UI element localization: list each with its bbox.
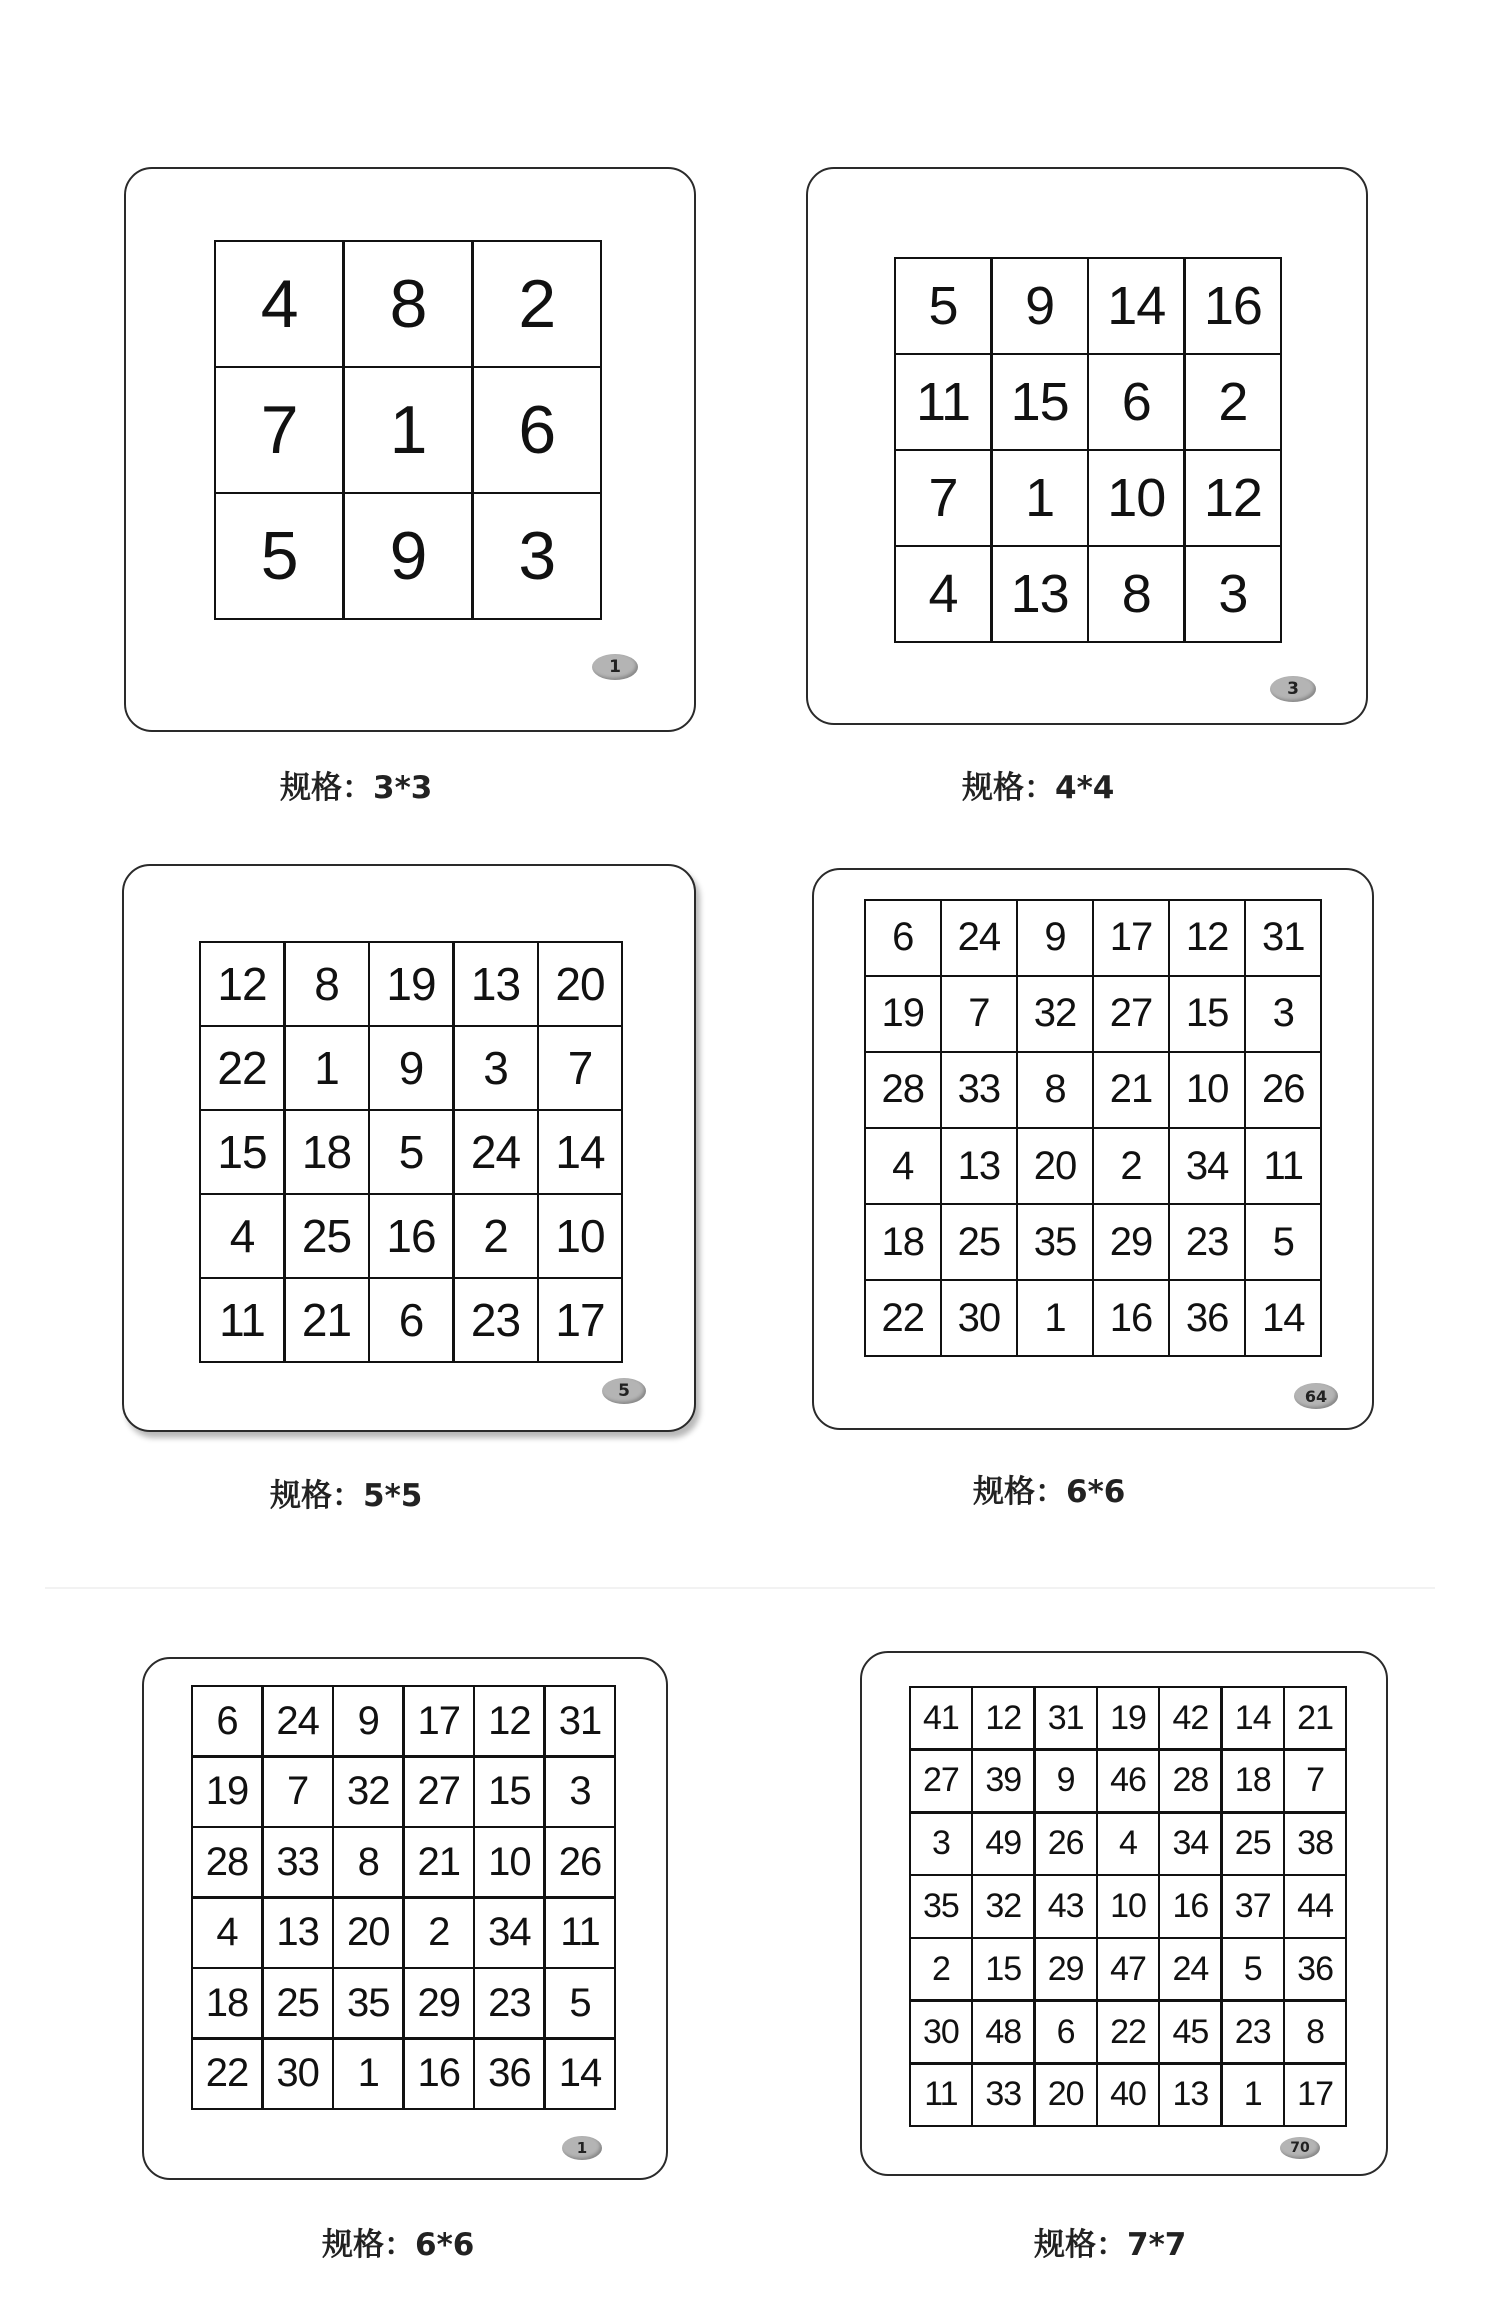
number-grid	[191, 1685, 616, 2110]
puzzle-spec-caption: 规格：7*7	[1034, 2227, 1187, 2263]
grid-cell: 22	[866, 1281, 940, 1355]
grid-cell: 24	[942, 901, 1016, 975]
grid-cell: 17	[1285, 2065, 1345, 2125]
puzzle-board-7x7	[860, 1651, 1388, 2176]
grid-cell: 9	[345, 494, 471, 618]
grid-cell: 21	[405, 1828, 473, 1896]
grid-cell: 12	[475, 1687, 543, 1755]
grid-cell: 12	[1170, 901, 1244, 975]
grid-cell: 8	[286, 943, 368, 1025]
grid-cell: 25	[942, 1205, 1016, 1279]
grid-cell: 33	[942, 1053, 1016, 1127]
grid-cell: 26	[1036, 1814, 1096, 1874]
grid-cell: 12	[973, 1688, 1033, 1748]
grid-cell: 19	[866, 977, 940, 1051]
grid-cell: 12	[201, 943, 283, 1025]
grid-cell: 27	[911, 1751, 971, 1811]
grid-cell: 24	[264, 1687, 332, 1755]
puzzle-board-6x6	[142, 1657, 668, 2180]
grid-cell: 19	[193, 1758, 261, 1826]
grid-cell: 1	[334, 2040, 402, 2108]
grid-cell: 31	[1246, 901, 1320, 975]
grid-cell: 10	[1089, 451, 1183, 545]
grid-cell: 13	[1160, 2065, 1220, 2125]
grid-cell: 12	[1186, 451, 1280, 545]
grid-cell: 26	[546, 1828, 614, 1896]
grid-cell: 18	[1223, 1751, 1283, 1811]
grid-cell: 15	[973, 1939, 1033, 1999]
grid-cell: 9	[1018, 901, 1092, 975]
grid-cell: 17	[1094, 901, 1168, 975]
grid-cell: 15	[201, 1111, 283, 1193]
grid-cell: 21	[1285, 1688, 1345, 1748]
grid-cell: 25	[286, 1195, 368, 1277]
puzzle-spec-caption: 规格：3*3	[280, 770, 433, 806]
puzzle-board-6x6	[812, 868, 1374, 1430]
grid-cell: 6	[866, 901, 940, 975]
grid-cell: 34	[1160, 1814, 1220, 1874]
grid-cell: 16	[1160, 1876, 1220, 1936]
grid-cell: 10	[1098, 1876, 1158, 1936]
grid-cell: 14	[539, 1111, 621, 1193]
grid-cell: 2	[1094, 1129, 1168, 1203]
grid-cell: 28	[866, 1053, 940, 1127]
grid-cell: 31	[546, 1687, 614, 1755]
grid-cell: 33	[264, 1828, 332, 1896]
puzzle-spec-caption: 规格：5*5	[270, 1478, 423, 1514]
grid-cell: 47	[1098, 1939, 1158, 1999]
board-number-badge: 1	[562, 2136, 602, 2160]
grid-cell: 3	[911, 1814, 971, 1874]
grid-cell: 35	[334, 1969, 402, 2037]
grid-cell: 10	[475, 1828, 543, 1896]
grid-cell: 23	[455, 1279, 537, 1361]
grid-cell: 5	[370, 1111, 452, 1193]
grid-cell: 4	[1098, 1814, 1158, 1874]
grid-cell: 20	[539, 943, 621, 1025]
grid-cell: 26	[1246, 1053, 1320, 1127]
grid-cell: 5	[1223, 1939, 1283, 1999]
grid-cell: 14	[1089, 259, 1183, 353]
grid-cell: 20	[1036, 2065, 1096, 2125]
grid-cell: 18	[193, 1969, 261, 2037]
grid-cell: 15	[475, 1758, 543, 1826]
grid-cell: 27	[405, 1758, 473, 1826]
grid-cell: 13	[264, 1899, 332, 1967]
grid-cell: 25	[264, 1969, 332, 2037]
grid-cell: 45	[1160, 2002, 1220, 2062]
grid-cell: 36	[1285, 1939, 1345, 1999]
grid-cell: 19	[1098, 1688, 1158, 1748]
grid-cell: 41	[911, 1688, 971, 1748]
grid-cell: 29	[1036, 1939, 1096, 1999]
puzzle-spec-caption: 规格：6*6	[322, 2227, 475, 2263]
grid-cell: 49	[973, 1814, 1033, 1874]
grid-cell: 10	[539, 1195, 621, 1277]
grid-cell: 20	[1018, 1129, 1092, 1203]
grid-cell: 37	[1223, 1876, 1283, 1936]
grid-cell: 15	[1170, 977, 1244, 1051]
grid-cell: 3	[1246, 977, 1320, 1051]
number-grid	[909, 1686, 1347, 2127]
grid-cell: 4	[201, 1195, 283, 1277]
grid-cell: 22	[1098, 2002, 1158, 2062]
grid-cell: 23	[475, 1969, 543, 2037]
grid-cell: 34	[475, 1899, 543, 1967]
grid-cell: 7	[896, 451, 990, 545]
grid-cell: 20	[334, 1899, 402, 1967]
grid-cell: 8	[1089, 547, 1183, 641]
grid-cell: 11	[1246, 1129, 1320, 1203]
grid-cell: 2	[1186, 355, 1280, 449]
grid-cell: 3	[546, 1758, 614, 1826]
grid-cell: 33	[973, 2065, 1033, 2125]
grid-cell: 6	[474, 368, 600, 492]
grid-cell: 16	[1186, 259, 1280, 353]
section-divider	[45, 1587, 1435, 1589]
grid-cell: 15	[993, 355, 1087, 449]
grid-cell: 2	[911, 1939, 971, 1999]
grid-cell: 4	[193, 1899, 261, 1967]
grid-cell: 17	[539, 1279, 621, 1361]
grid-cell: 9	[1036, 1751, 1096, 1811]
grid-cell: 40	[1098, 2065, 1158, 2125]
grid-cell: 14	[1246, 1281, 1320, 1355]
grid-cell: 29	[1094, 1205, 1168, 1279]
grid-cell: 3	[474, 494, 600, 618]
grid-cell: 30	[911, 2002, 971, 2062]
grid-cell: 35	[1018, 1205, 1092, 1279]
grid-cell: 22	[201, 1027, 283, 1109]
board-number-badge: 64	[1294, 1383, 1338, 1409]
grid-cell: 6	[370, 1279, 452, 1361]
grid-cell: 21	[286, 1279, 368, 1361]
grid-cell: 6	[193, 1687, 261, 1755]
grid-cell: 5	[216, 494, 342, 618]
grid-cell: 1	[345, 368, 471, 492]
grid-cell: 28	[1160, 1751, 1220, 1811]
grid-cell: 9	[993, 259, 1087, 353]
grid-cell: 24	[455, 1111, 537, 1193]
grid-cell: 22	[193, 2040, 261, 2108]
grid-cell: 8	[345, 242, 471, 366]
grid-cell: 42	[1160, 1688, 1220, 1748]
grid-cell: 6	[1089, 355, 1183, 449]
grid-cell: 2	[405, 1899, 473, 1967]
number-grid	[864, 899, 1322, 1357]
puzzle-board-3x3	[124, 167, 696, 732]
grid-cell: 7	[539, 1027, 621, 1109]
grid-cell: 3	[455, 1027, 537, 1109]
grid-cell: 23	[1170, 1205, 1244, 1279]
grid-cell: 43	[1036, 1876, 1096, 1936]
grid-cell: 30	[942, 1281, 1016, 1355]
grid-cell: 5	[896, 259, 990, 353]
grid-cell: 10	[1170, 1053, 1244, 1127]
grid-cell: 13	[993, 547, 1087, 641]
grid-cell: 32	[334, 1758, 402, 1826]
grid-cell: 9	[334, 1687, 402, 1755]
grid-cell: 7	[264, 1758, 332, 1826]
grid-cell: 14	[1223, 1688, 1283, 1748]
board-number-badge: 3	[1270, 676, 1316, 702]
grid-cell: 35	[911, 1876, 971, 1936]
grid-cell: 32	[973, 1876, 1033, 1936]
grid-cell: 44	[1285, 1876, 1345, 1936]
grid-cell: 14	[546, 2040, 614, 2108]
puzzle-spec-caption: 规格：6*6	[973, 1474, 1126, 1510]
grid-cell: 1	[993, 451, 1087, 545]
grid-cell: 17	[405, 1687, 473, 1755]
grid-cell: 36	[475, 2040, 543, 2108]
grid-cell: 8	[1018, 1053, 1092, 1127]
grid-cell: 1	[1223, 2065, 1283, 2125]
number-grid	[894, 257, 1282, 643]
grid-cell: 23	[1223, 2002, 1283, 2062]
grid-cell: 31	[1036, 1688, 1096, 1748]
grid-cell: 8	[334, 1828, 402, 1896]
grid-cell: 11	[911, 2065, 971, 2125]
grid-cell: 16	[1094, 1281, 1168, 1355]
grid-cell: 1	[1018, 1281, 1092, 1355]
grid-cell: 2	[455, 1195, 537, 1277]
grid-cell: 24	[1160, 1939, 1220, 1999]
grid-cell: 29	[405, 1969, 473, 2037]
grid-cell: 7	[216, 368, 342, 492]
grid-cell: 13	[455, 943, 537, 1025]
grid-cell: 18	[866, 1205, 940, 1279]
board-number-badge: 5	[602, 1378, 646, 1404]
number-grid	[214, 240, 602, 620]
grid-cell: 46	[1098, 1751, 1158, 1811]
grid-cell: 3	[1186, 547, 1280, 641]
grid-cell: 4	[896, 547, 990, 641]
grid-cell: 8	[1285, 2002, 1345, 2062]
grid-cell: 13	[942, 1129, 1016, 1203]
grid-cell: 5	[1246, 1205, 1320, 1279]
board-number-badge: 1	[592, 654, 638, 680]
grid-cell: 21	[1094, 1053, 1168, 1127]
grid-cell: 38	[1285, 1814, 1345, 1874]
grid-cell: 16	[405, 2040, 473, 2108]
puzzle-board-5x5	[122, 864, 696, 1432]
grid-cell: 9	[370, 1027, 452, 1109]
grid-cell: 2	[474, 242, 600, 366]
puzzle-board-4x4	[806, 167, 1368, 725]
grid-cell: 7	[1285, 1751, 1345, 1811]
grid-cell: 25	[1223, 1814, 1283, 1874]
grid-cell: 16	[370, 1195, 452, 1277]
grid-cell: 4	[216, 242, 342, 366]
grid-cell: 18	[286, 1111, 368, 1193]
grid-cell: 11	[546, 1899, 614, 1967]
grid-cell: 39	[973, 1751, 1033, 1811]
grid-cell: 28	[193, 1828, 261, 1896]
grid-cell: 32	[1018, 977, 1092, 1051]
grid-cell: 5	[546, 1969, 614, 2037]
grid-cell: 27	[1094, 977, 1168, 1051]
grid-cell: 30	[264, 2040, 332, 2108]
grid-cell: 11	[896, 355, 990, 449]
grid-cell: 34	[1170, 1129, 1244, 1203]
grid-cell: 11	[201, 1279, 283, 1361]
grid-cell: 4	[866, 1129, 940, 1203]
board-number-badge: 70	[1280, 2137, 1320, 2159]
grid-cell: 7	[942, 977, 1016, 1051]
grid-cell: 36	[1170, 1281, 1244, 1355]
grid-cell: 6	[1036, 2002, 1096, 2062]
grid-cell: 1	[286, 1027, 368, 1109]
number-grid	[199, 941, 623, 1363]
puzzle-spec-caption: 规格：4*4	[962, 770, 1115, 806]
grid-cell: 48	[973, 2002, 1033, 2062]
grid-cell: 19	[370, 943, 452, 1025]
